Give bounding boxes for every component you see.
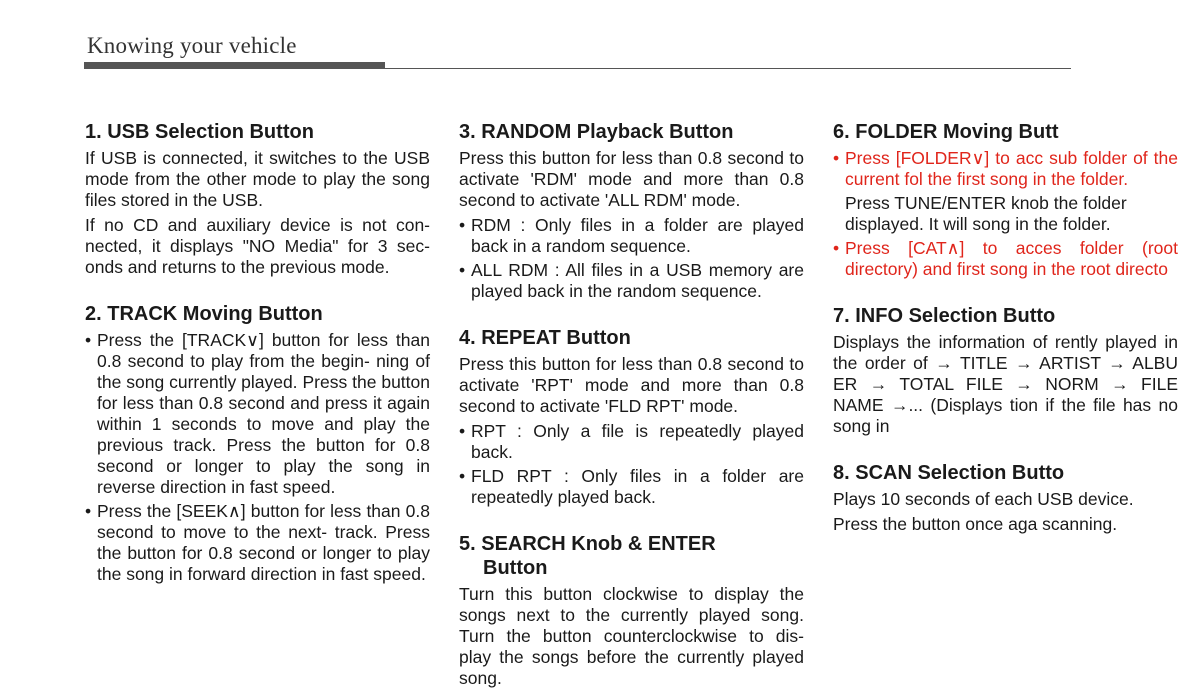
section-1-heading: 1. USB Selection Button xyxy=(85,121,314,143)
section-4-heading: 4. REPEAT Button xyxy=(459,327,631,349)
page-header-title: Knowing your vehicle xyxy=(87,33,297,58)
section-5-heading-line-1: 5. SEARCH Knob & ENTER xyxy=(459,533,716,555)
section-3-paragraph: Press this button for less than 0.8 second to activate 'RDM' mode and more than 0.8 second to activate 'ALL RDM' mode. xyxy=(459,148,804,210)
section-6-list xyxy=(833,148,1178,190)
section-8-paragraph-2: Press the button once aga scanning. xyxy=(833,514,1118,534)
section-3-bullet-2: • ALL RDM : All files in a USB memory are played back in the random sequence. xyxy=(459,260,804,302)
section-3-list xyxy=(459,215,804,302)
section-4-bullet-1: • RPT : Only a file is repeatedly played back. xyxy=(459,421,804,463)
header-rule xyxy=(84,68,1071,69)
section-4-bullet-2: • FLD RPT : Only files in a folder are repeatedly played back. xyxy=(459,466,804,508)
section-6-list-2 xyxy=(833,238,1178,280)
section-2-bullet-1: • Press the [TRACK∨] button for less than 0.8 second to play from the begin- ning of the song currently played. Press the button for less than 0.8 second and press it again within 1 seconds to move and play the previous track. Press the button for 0.8 second or longer to play the song in reverse direction in fast speed. xyxy=(85,330,430,498)
section-2-bullet-2: • Press the [SEEK∧] button for less than 0.8 second to move to the next- track. Press the button for 0.8 second or longer to play the song in forward direction in fast speed. xyxy=(85,501,430,585)
section-5-heading-line-2: Button xyxy=(483,557,548,579)
section-7-paragraph: Displays the information of rently played in the order of → TITLE → ARTIST → ALBU ER → TOTAL FILE → NORM → FILE NAME →... (Displays tion if the file has no song in xyxy=(833,332,1178,436)
section-7-heading: 7. INFO Selection Butto xyxy=(833,305,1056,327)
section-6-paragraph: Press TUNE/ENTER knob the folder displayed. It will song in the folder. xyxy=(845,193,1127,234)
section-6-heading: 6. FOLDER Moving Butt xyxy=(833,121,1059,143)
column-3 xyxy=(833,120,1178,539)
section-4-list xyxy=(459,421,804,508)
section-3-bullet-1: • RDM : Only files in a folder are played back in a random sequence. xyxy=(459,215,804,257)
section-6-bullet-2: • Press [CAT∧] to acces folder (root directory) and first song in the root directo xyxy=(833,238,1178,280)
section-4-paragraph: Press this button for less than 0.8 second to activate 'RPT' mode and more than 0.8 second to activate 'FLD RPT' mode. xyxy=(459,354,804,416)
section-8-paragraph-1: Plays 10 seconds of each USB device. xyxy=(833,489,1134,509)
section-2-list xyxy=(85,330,430,585)
section-5-heading xyxy=(459,532,804,580)
section-1-paragraph-1: If USB is connected, it switches to the USB mode from the other mode to play the song files stored in the USB. xyxy=(85,148,430,210)
column-1 xyxy=(85,120,430,589)
section-6-bullet-1: • Press [FOLDER∨] to acc sub folder of the current fol the first song in the folder. xyxy=(833,148,1178,190)
section-1-paragraph-2: If no CD and auxiliary device is not con- nected, it displays "NO Media" for 3 sec- onds and returns to the previous mode. xyxy=(85,215,430,277)
section-3-heading: 3. RANDOM Playback Button xyxy=(459,121,734,143)
column-2 xyxy=(459,120,804,693)
section-8-heading: 8. SCAN Selection Butto xyxy=(833,462,1065,484)
section-5-paragraph: Turn this button clockwise to display the songs next to the currently played song. Turn the button counterclockwise to dis- play the songs before the currently played song. xyxy=(459,584,804,688)
section-2-heading: 2. TRACK Moving Button xyxy=(85,303,323,325)
